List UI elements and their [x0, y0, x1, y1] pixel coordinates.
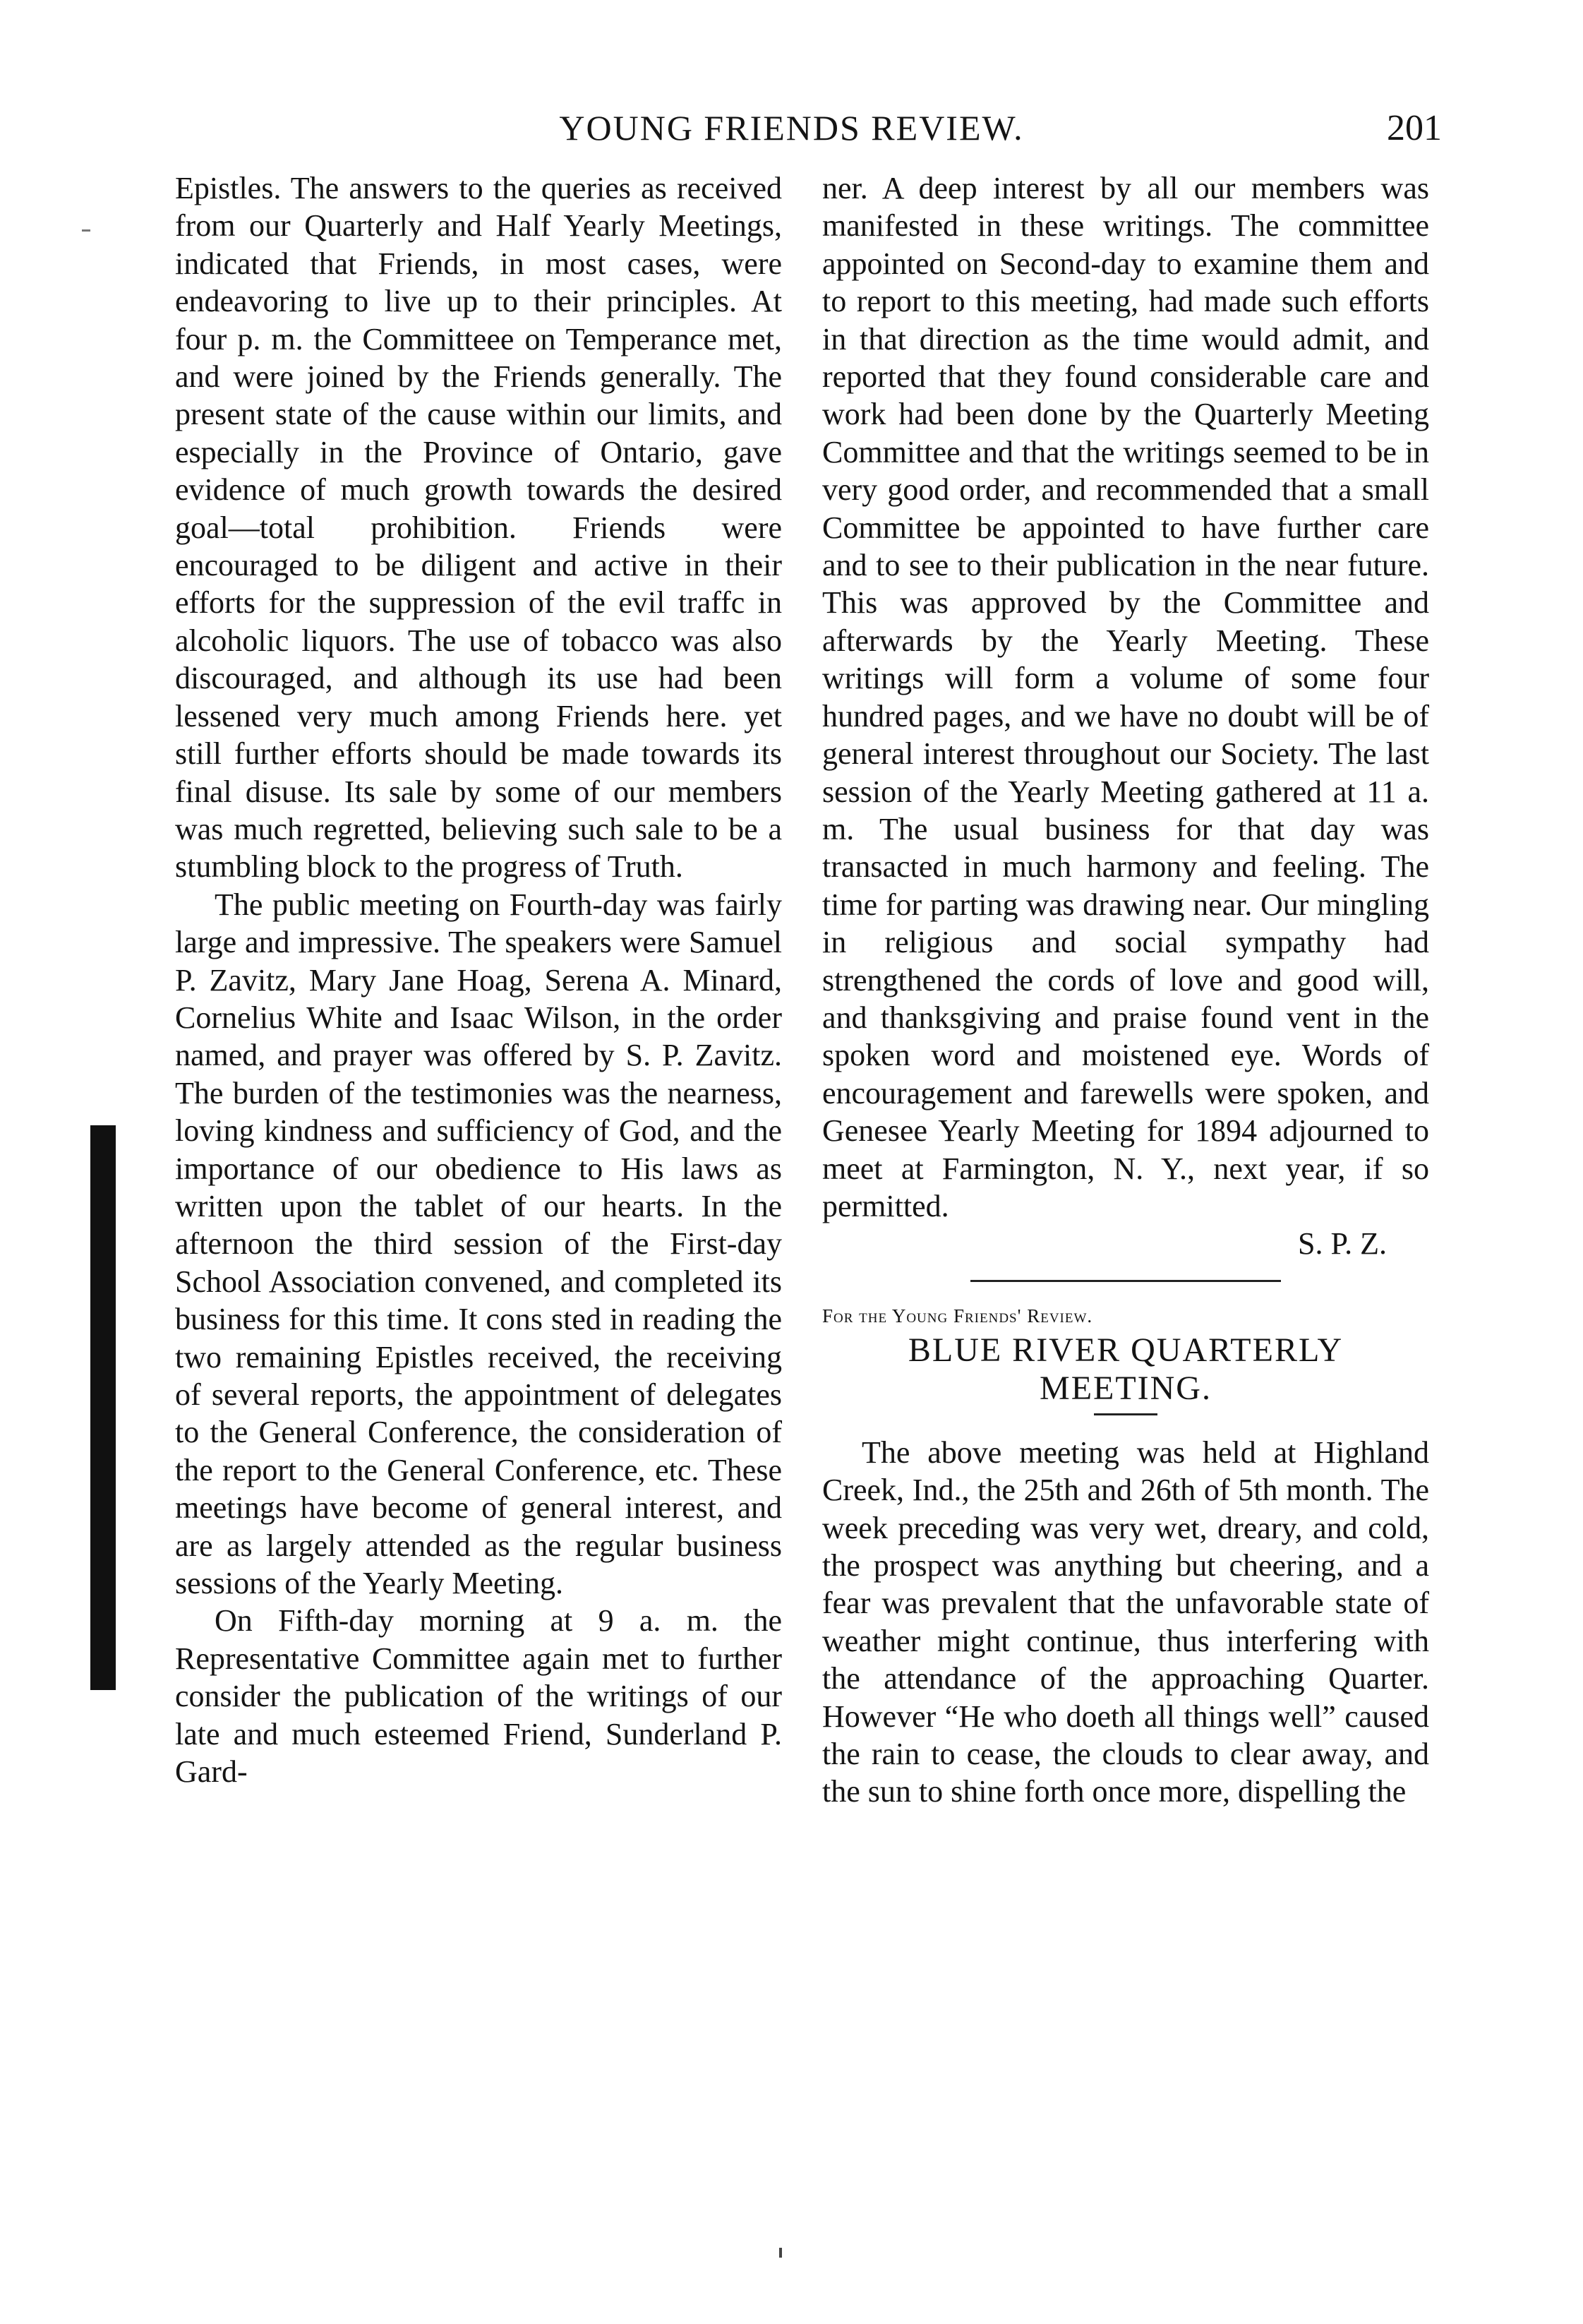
- signature: S. P. Z.: [1298, 1226, 1387, 1262]
- paragraph: The above meeting was held at Highland Creek, Ind., the 25th and 26th of 5th month. The week preceding was very wet, dreary, and cold, the prospect was anything but cheering, and a fear was prevalent that the unfavorable state of weather might continue, thus interfering with the attendance of the approaching Quarter. However “He who doeth all things well” caused the rain to cease, the clouds to clear away, and the sun to shine forth once more, dispelling the: [822, 1434, 1429, 1809]
- paragraph: The public meeting on Fourth-day was fairly large and impressive. The speakers were Samuel P. Zavitz, Mary Jane Hoag, Serena A. Minard, Cornelius White and Isaac Wilson, in the order named, and prayer was offered by S. P. Zavitz. The burden of the testimonies was the nearness, loving kindness and sufficiency of God, and the importance of our obedience to His laws as written upon the tablet of our hearts. In the afternoon the third session of the First-day School Association convened, and completed its business for this time. It cons sted in reading the two remaining Epistles received, the receiving of several reports, the appointment of delegates to the General Conference, the consideration of the report to the General Conference, etc. These meetings have become of general interest, and are as largely attended as the regular business sessions of the Yearly Meeting.: [175, 887, 782, 1601]
- footer-mark: [779, 2248, 782, 2258]
- running-title: YOUNG FRIENDS REVIEW.: [559, 108, 1024, 148]
- heading-divider: [1094, 1413, 1157, 1415]
- byline: For the Young Friends' Review.: [822, 1305, 1093, 1326]
- margin-binding-mark: [90, 1125, 116, 1690]
- article-heading: BLUE RIVER QUARTERLY MEETING.: [908, 1331, 1344, 1407]
- left-column: [175, 169, 782, 1790]
- paragraph: On Fifth-day morning at 9 a. m. the Representative Committee again met to further consider the publication of the writings of our late and much esteemed Friend, Sunderland P. Gard-: [175, 1603, 782, 1790]
- paragraph: Epistles. The answers to the queries as received from our Quarterly and Half Yearly Meetings, indicated that Friends, in most cases, were endeavoring to live up to their principles. At four p. m. the Committeee on Temperance met, and were joined by the Friends generally. The present state of the cause within our limits, and especially in the Province of Ontario, gave evidence of much growth towards the desired goal—total prohibition. Friends were encouraged to be diligent and active in their efforts for the suppression of the evil traffc in alcoholic liquors. The use of tobacco was also discouraged, and although its use had been lessened very much among Friends here. yet still further efforts should be made towards its final disuse. Its sale by some of our members was much regretted, believing such sale to be a stumbling block to the progress of Truth.: [175, 171, 782, 885]
- right-column: [822, 169, 1429, 1811]
- page-number: 201: [1387, 108, 1442, 148]
- stray-mark: [82, 229, 90, 232]
- paragraph: ner. A deep interest by all our members was manifested in these writings. The committee appointed on Second-day to examine them and to report to this meeting, had made such efforts in that direction as the time would admit, and reported that they found considerable care and work had been done by the Quarterly Meeting Committee and that the writings seemed to be in very good order, and recommended that a small Committee be appointed to have further care and to see to their publication in the near future. This was approved by the Committee and afterwards by the Yearly Meeting. These writings will form a volume of some four hundred pages, and we have no doubt will be of general interest throughout our Society. The last session of the Yearly Meeting gathered at 11 a. m. The usual business for that day was transacted in much harmony and feeling. The time for parting was drawing near. Our mingling in religious and social sympathy had strengthened the cords of love and good will, and thanksgiving and praise found vent in the spoken word and moistened eye. Words of encouragement and farewells were spoken, and Genesee Yearly Meeting for 1894 adjourned to meet at Farmington, N. Y., next year, if so permitted.: [822, 171, 1429, 1223]
- section-divider: [970, 1280, 1281, 1282]
